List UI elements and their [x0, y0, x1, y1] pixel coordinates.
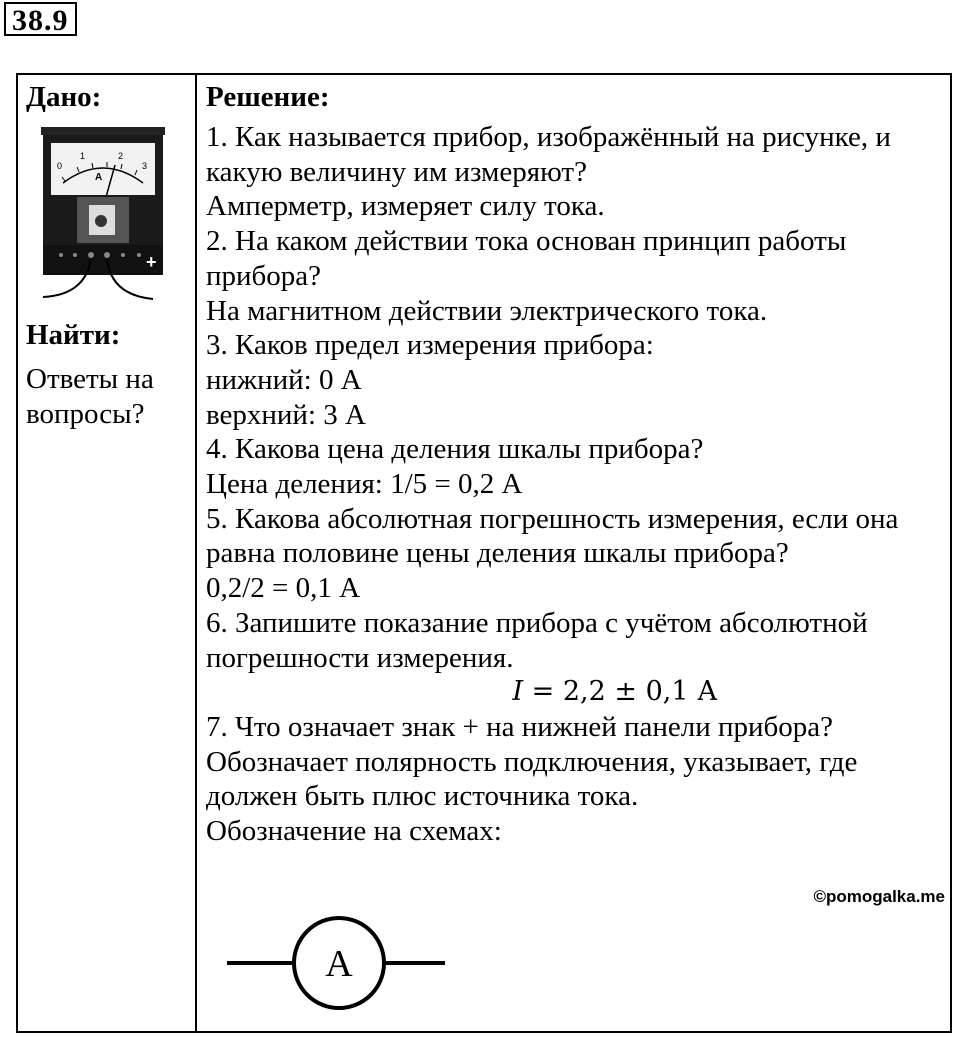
solution-line: Амперметр, измеряет силу тока.	[206, 190, 605, 223]
scale-label-2: 2	[118, 151, 124, 161]
formula-symbol: I	[512, 676, 524, 708]
solution-line: какую величину им измеряют?	[206, 155, 587, 188]
find-line: вопросы?	[26, 398, 145, 430]
formula	[206, 675, 944, 710]
device-letter: A	[95, 172, 103, 183]
watermark: ©pomogalka.me	[813, 887, 945, 906]
solution-line: 6. Запишите показание прибора с учётом абсолютной	[206, 606, 868, 639]
ammeter-icon	[35, 125, 175, 305]
solution-line: прибора?	[206, 259, 322, 292]
given-heading: Дано:	[26, 81, 102, 113]
solution-line: 0,2/2 = 0,1 А	[206, 572, 361, 605]
scale-label-0: 0	[57, 161, 63, 171]
solution-line: На магнитном действии электрического тока.	[206, 294, 768, 327]
solution-text	[206, 120, 944, 849]
find-heading: Найти:	[26, 319, 121, 351]
solution-line: 3. Каков предел измерения прибора:	[206, 329, 654, 362]
solution-line: 2. На каком действии тока основан принцип работы	[206, 225, 847, 258]
solution-line: 4. Какова цена деления шкалы прибора?	[206, 433, 704, 466]
find-line: Ответы на	[26, 363, 154, 395]
solution-line: равна половине цены деления шкалы прибора?	[206, 537, 789, 570]
solution-line: должен быть плюс источника тока.	[206, 780, 639, 813]
given-column	[18, 75, 195, 1031]
solution-line: 5. Какова абсолютная погрешность измерения, если она	[206, 502, 899, 535]
solution-column	[197, 75, 950, 1031]
ammeter-circuit-symbol	[227, 915, 449, 1011]
solution-heading: Решение:	[206, 81, 330, 113]
task-number: 38.9	[4, 2, 77, 36]
scale-label-1: 1	[80, 151, 86, 161]
solution-line: погрешности измерения.	[206, 641, 514, 674]
solution-line: верхний: 3 А	[206, 398, 366, 431]
solution-line: Обозначение на схемах:	[206, 815, 502, 848]
find-text	[26, 362, 191, 432]
solution-line: Обозначает полярность подключения, указывает, где	[206, 745, 858, 778]
symbol-letter: A	[325, 943, 353, 985]
solution-line: Цена деления: 1/5 = 0,2 А	[206, 468, 523, 501]
device-plus-sign: +	[146, 252, 157, 272]
scale-label-3: 3	[142, 161, 148, 171]
solution-line: нижний: 0 А	[206, 363, 362, 396]
formula-rest: = 2,2 ± 0,1 А	[523, 676, 718, 708]
solution-line: 1. Как называется прибор, изображённый на рисунке, и	[206, 121, 891, 153]
solution-line: 7. Что означает знак + на нижней панели прибора?	[206, 710, 834, 743]
task-table	[16, 73, 952, 1033]
